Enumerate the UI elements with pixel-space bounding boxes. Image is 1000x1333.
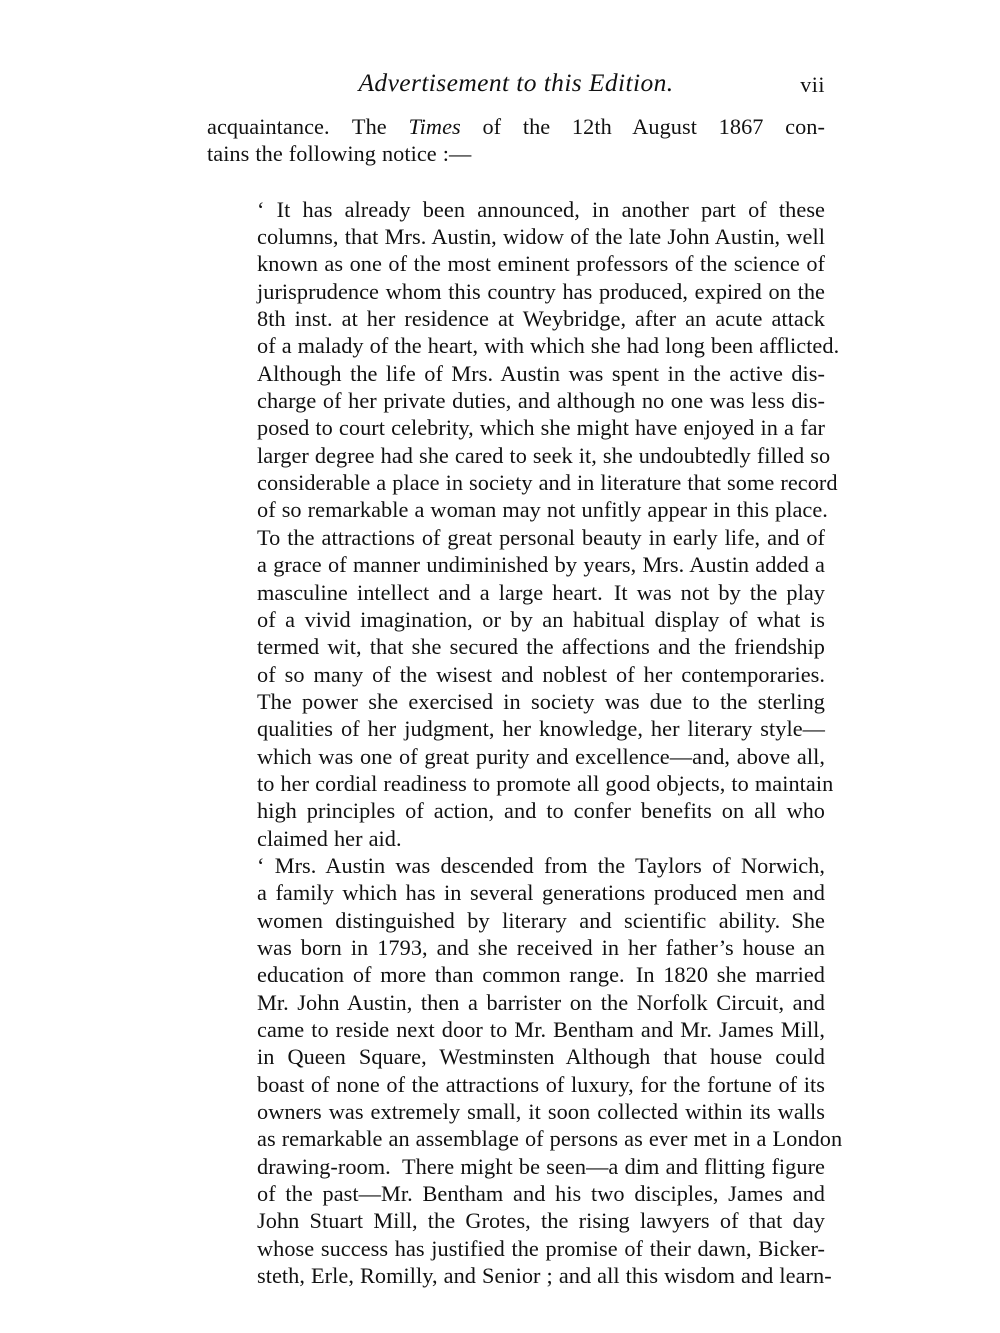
text-line: ‘ It has already been announced, in another part of these — [257, 196, 825, 222]
quoted-extract — [207, 196, 843, 1290]
quoted-paragraph-times-notice — [207, 196, 840, 852]
text-line: known as one of the most eminent professors of the science of — [257, 251, 825, 277]
text-line: qualities of her judgment, her knowledge, her literary style— — [257, 716, 825, 742]
text-line: was born in 1793, and she received in her father’s house an — [257, 934, 825, 960]
text-line: Mr. John Austin, then a barrister on the Norfolk Circuit, and — [257, 989, 825, 1015]
continuation-paragraph — [207, 113, 825, 168]
text-line: considerable a place in society and in literature that some record — [257, 470, 838, 496]
text-line: owners was extremely small, it soon collected within its walls — [257, 1099, 825, 1125]
text-line: in Queen Square, Westminsten Although that house could — [257, 1044, 825, 1070]
text-line: acquaintance. The Times of the 12th August 1867 con- — [207, 114, 825, 139]
text-line: women distinguished by literary and scientific ability. She — [257, 907, 825, 933]
text-line: To the attractions of great personal beauty in early life, and of — [257, 524, 825, 550]
text-line: of a malady of the heart, with which she had long been afflicted. — [257, 333, 840, 359]
text-line: masculine intellect and a large heart. It was not by the play — [257, 579, 825, 605]
text-line: termed wit, that she secured the affections and the friendship — [257, 634, 825, 660]
text-line: The power she exercised in society was due to the sterling — [257, 688, 825, 714]
text-line: a grace of manner undiminished by years, Mrs. Austin added a — [257, 552, 825, 578]
text-line: larger degree had she cared to seek it, she undoubtedly filled so — [257, 442, 831, 468]
text-line: ‘ Mrs. Austin was descended from the Taylors of Norwich, — [257, 852, 825, 878]
text-line: Although the life of Mrs. Austin was spent in the active dis- — [257, 360, 825, 386]
text-line: came to reside next door to Mr. Bentham and Mr. James Mill, — [257, 1017, 825, 1042]
text-line: charge of her private duties, and although no one was less dis- — [257, 388, 825, 414]
text-line: drawing-room. There might be seen—a dim and flitting figure — [257, 1153, 825, 1179]
italic-title: Times — [408, 114, 461, 139]
text-line: which was one of great purity and excellence—and, above all, — [257, 743, 825, 769]
text-line: of so many of the wisest and noblest of her contemporaries. — [257, 661, 825, 687]
text-line: claimed her aid. — [257, 825, 402, 851]
text-line: of the past—Mr. Bentham and his two disciples, James and — [257, 1181, 825, 1207]
text-line: posed to court celebrity, which she might have enjoyed in a far — [257, 415, 825, 441]
text-line: high principles of action, and to confer benefits on all who — [257, 798, 825, 824]
text-line: John Stuart Mill, the Grotes, the rising lawyers of that day — [257, 1208, 825, 1234]
text-line: whose success has justified the promise of their dawn, Bicker- — [257, 1235, 825, 1261]
quoted-paragraph-taylors-of-norwich — [207, 852, 843, 1290]
text-line: boast of none of the attractions of luxury, for the fortune of its — [257, 1071, 825, 1097]
text-line: columns, that Mrs. Austin, widow of the late John Austin, well — [257, 224, 825, 250]
text-line: as remarkable an assemblage of persons as ever met in a London — [257, 1126, 843, 1152]
text-line: 8th inst. at her residence at Weybridge, after an acute attack — [257, 306, 825, 332]
text-line: jurisprudence whom this country has produced, expired on the — [257, 278, 825, 304]
text-line: education of more than common range. In 1820 she married — [257, 962, 825, 988]
page-title: Advertisement to this Edition. — [358, 68, 674, 97]
running-head — [207, 68, 825, 102]
text-line: to her cordial readiness to promote all good objects, to maintain — [257, 770, 834, 796]
page-number: vii — [800, 72, 825, 97]
text-line: of so remarkable a woman may not unfitly appear in this place. — [257, 497, 828, 523]
text-line: a family which has in several generations produced men and — [257, 880, 825, 906]
text-line: of a vivid imagination, or by an habitual display of what is — [257, 606, 825, 632]
text-block — [207, 113, 843, 1289]
text-line: steth, Erle, Romilly, and Senior ; and all this wisdom and learn- — [257, 1263, 832, 1289]
text-line: tains the following notice :— — [207, 141, 472, 167]
